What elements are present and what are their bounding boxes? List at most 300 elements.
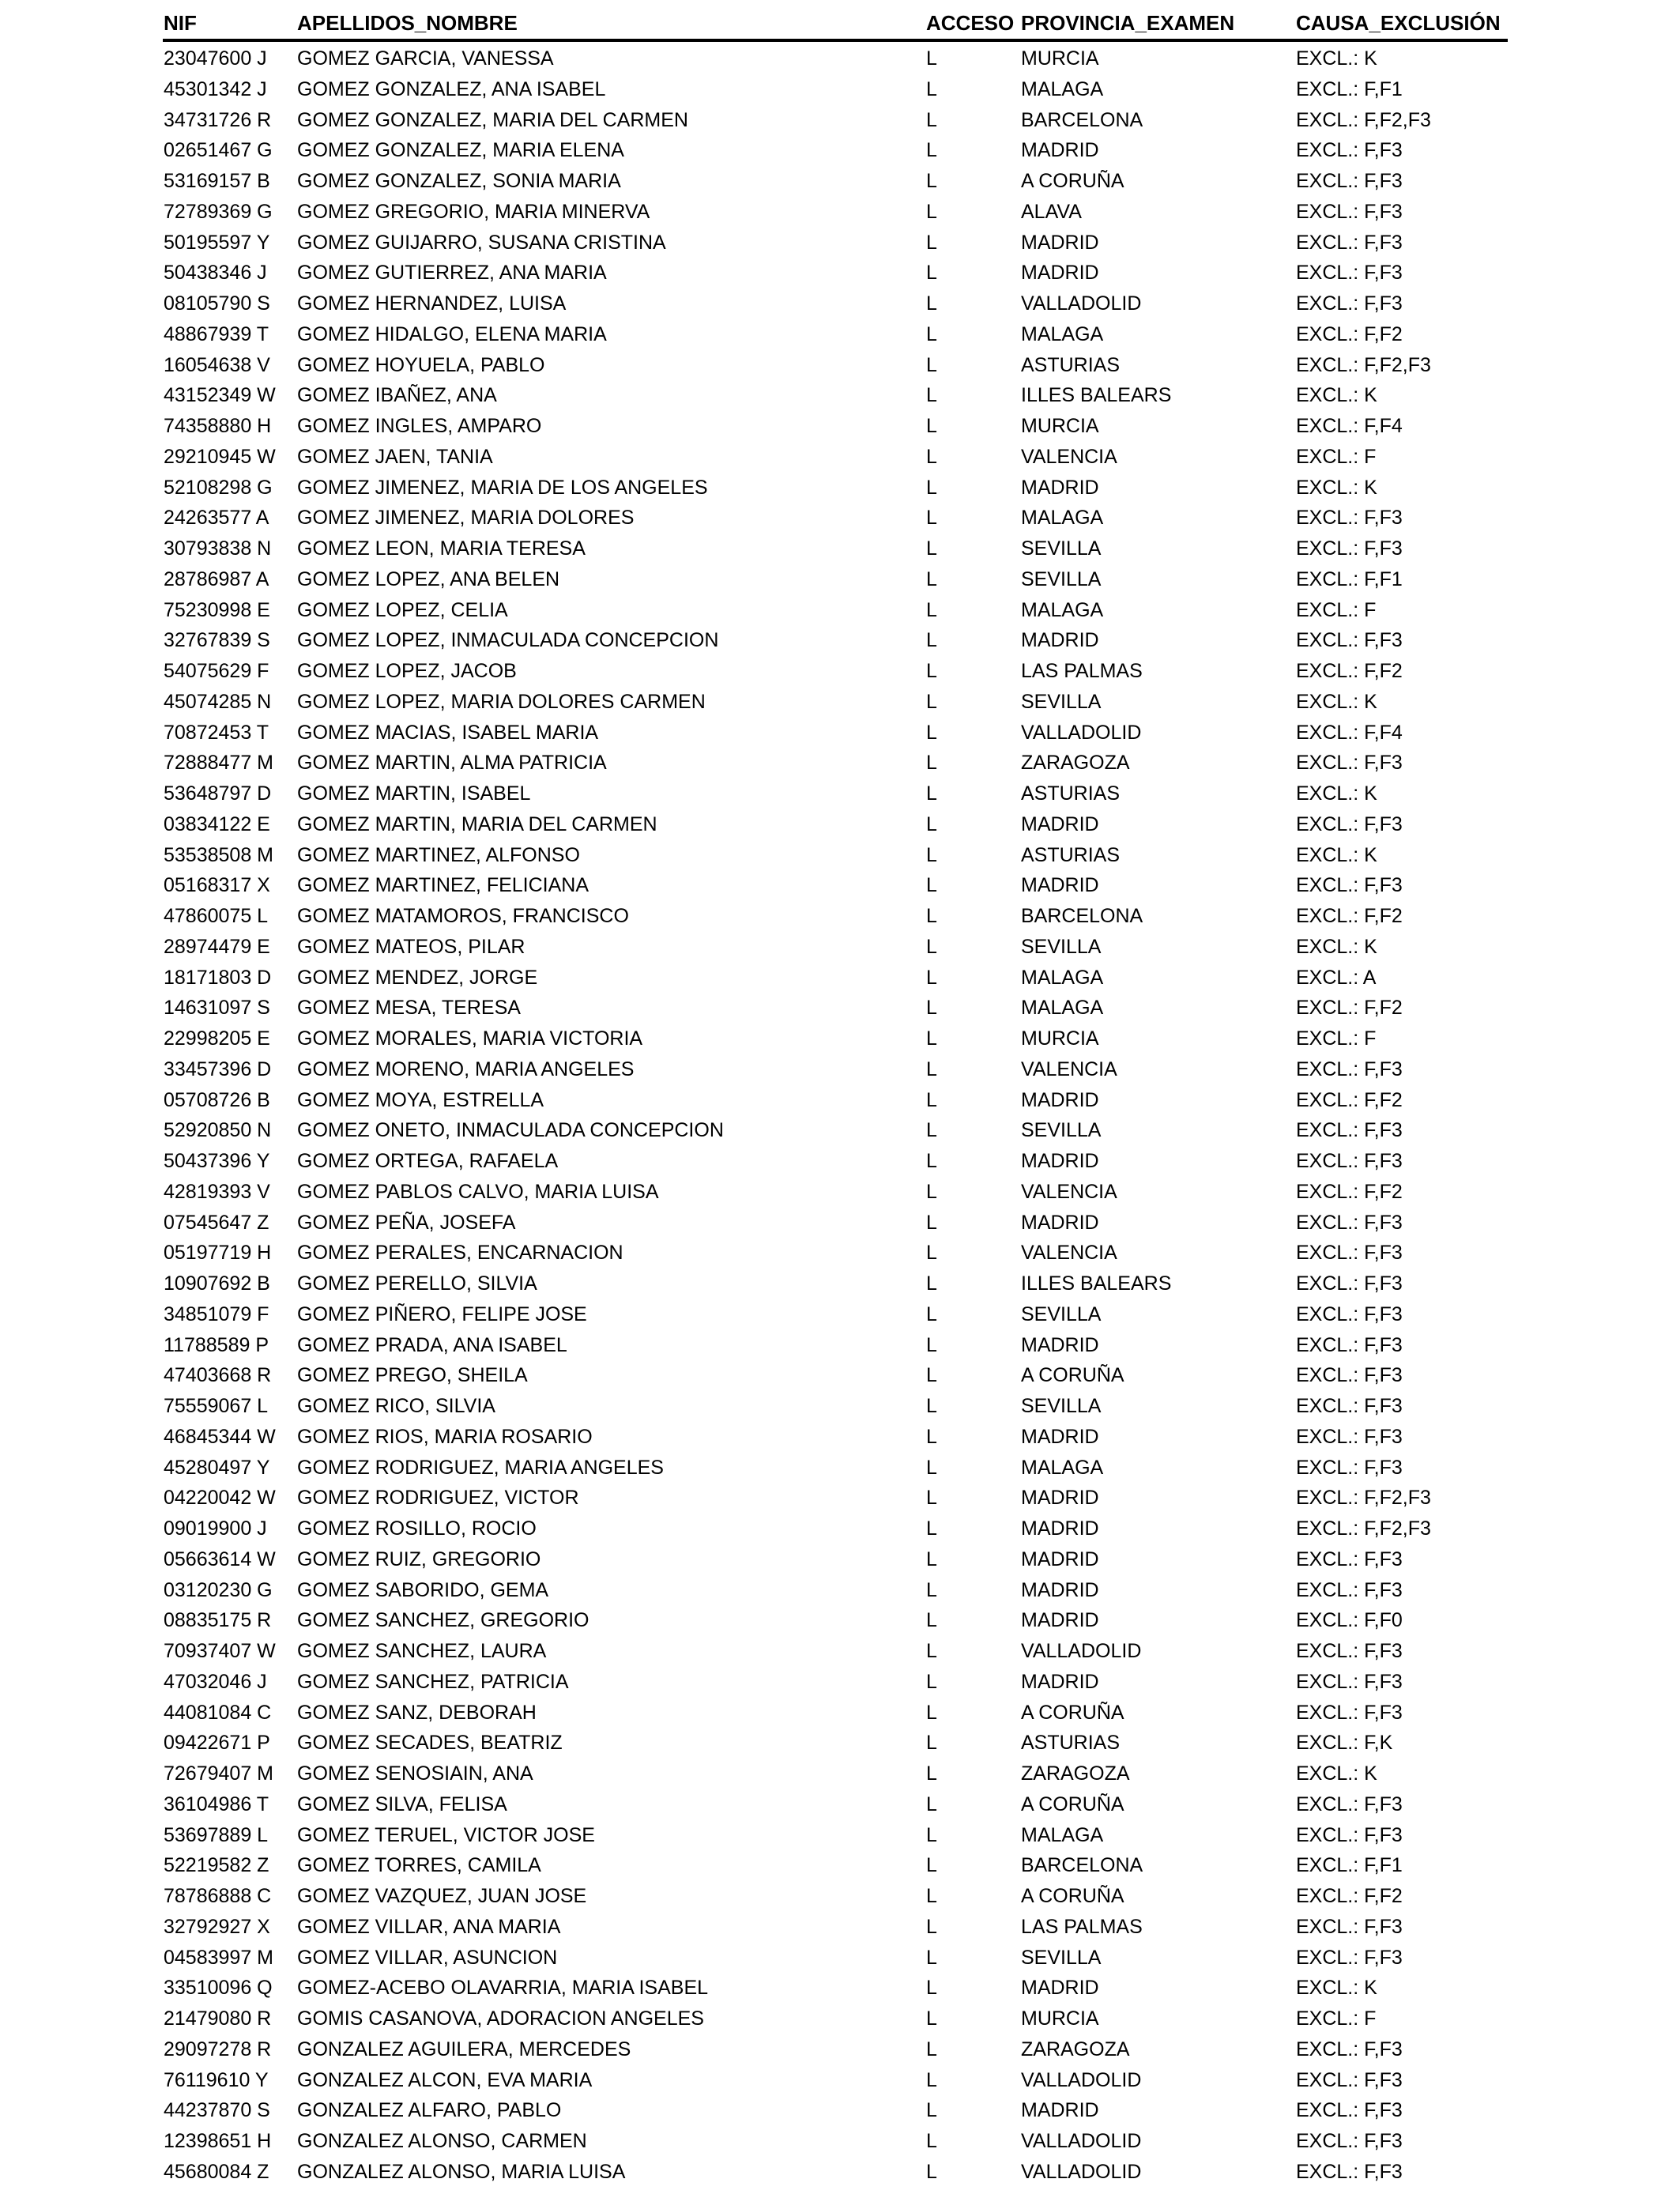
table-row [0, 288, 1680, 319]
cell-acceso: L [926, 935, 937, 958]
cell-nif: 53169157 B [164, 170, 270, 192]
table-row [0, 1912, 1680, 1943]
cell-causa-exclusion: EXCL.: K [1296, 1977, 1377, 2000]
cell-apellidos-nombre: GOMEZ JIMENEZ, MARIA DOLORES [297, 507, 635, 530]
cell-provincia-examen: MALAGA [1021, 598, 1104, 621]
cell-nif: 08105790 S [164, 292, 270, 315]
cell-acceso: L [926, 629, 937, 652]
cell-provincia-examen: A CORUÑA [1021, 1885, 1124, 1907]
cell-apellidos-nombre: GOMEZ PREGO, SHEILA [297, 1364, 528, 1387]
cell-nif: 23047600 J [164, 47, 267, 70]
cell-causa-exclusion: EXCL.: F,F0 [1296, 1609, 1403, 1632]
cell-nif: 75559067 L [164, 1395, 269, 1417]
cell-provincia-examen: MALAGA [1021, 77, 1104, 100]
cell-acceso: L [926, 2038, 937, 2060]
cell-nif: 18171803 D [164, 966, 272, 989]
cell-causa-exclusion: EXCL.: F,F3 [1296, 1823, 1403, 1846]
cell-provincia-examen: ASTURIAS [1021, 843, 1121, 866]
cell-causa-exclusion: EXCL.: F,F3 [1296, 1302, 1403, 1325]
cell-apellidos-nombre: GOMEZ GONZALEZ, MARIA ELENA [297, 139, 624, 162]
cell-provincia-examen: ZARAGOZA [1021, 1762, 1130, 1785]
table-row [0, 963, 1680, 993]
cell-provincia-examen: ASTURIAS [1021, 782, 1121, 805]
cell-provincia-examen: MURCIA [1021, 1027, 1099, 1050]
table-row [0, 74, 1680, 105]
cell-apellidos-nombre: GOMEZ MOYA, ESTRELLA [297, 1088, 544, 1111]
cell-nif: 72679407 M [164, 1762, 274, 1785]
cell-provincia-examen: SEVILLA [1021, 567, 1102, 590]
cell-apellidos-nombre: GONZALEZ ALONSO, CARMEN [297, 2130, 587, 2152]
cell-nif: 11788589 P [164, 1333, 269, 1356]
cell-causa-exclusion: EXCL.: K [1296, 1762, 1377, 1785]
cell-causa-exclusion: EXCL.: F,F3 [1296, 1670, 1403, 1693]
cell-acceso: L [926, 1425, 937, 1448]
cell-nif: 72789369 G [164, 200, 273, 223]
cell-causa-exclusion: EXCL.: F,F3 [1296, 292, 1403, 315]
cell-apellidos-nombre: GOMEZ INGLES, AMPARO [297, 415, 542, 437]
cell-apellidos-nombre: GOMIS CASANOVA, ADORACION ANGELES [297, 2007, 704, 2030]
table-row [0, 1483, 1680, 1514]
table-row [0, 1208, 1680, 1238]
cell-causa-exclusion: EXCL.: F,F3 [1296, 2038, 1403, 2060]
table-row [0, 135, 1680, 166]
cell-causa-exclusion: EXCL.: F [1296, 598, 1377, 621]
cell-causa-exclusion: EXCL.: F [1296, 1027, 1377, 1050]
cell-provincia-examen: MADRID [1021, 1425, 1099, 1448]
cell-apellidos-nombre: GONZALEZ ALFARO, PABLO [297, 2099, 562, 2122]
cell-nif: 53538508 M [164, 843, 274, 866]
cell-acceso: L [926, 1732, 937, 1755]
cell-acceso: L [926, 721, 937, 744]
table-row [0, 1575, 1680, 1606]
cell-nif: 48867939 T [164, 322, 269, 345]
table-row [0, 1881, 1680, 1912]
cell-acceso: L [926, 1517, 937, 1540]
cell-provincia-examen: ZARAGOZA [1021, 752, 1130, 775]
cell-apellidos-nombre: GOMEZ SANZ, DEBORAH [297, 1701, 537, 1724]
cell-causa-exclusion: EXCL.: F,F3 [1296, 139, 1403, 162]
cell-acceso: L [926, 139, 937, 162]
cell-acceso: L [926, 2099, 937, 2122]
cell-causa-exclusion: EXCL.: K [1296, 476, 1377, 499]
cell-provincia-examen: A CORUÑA [1021, 1701, 1124, 1724]
table-row [0, 778, 1680, 809]
table-row [0, 319, 1680, 350]
cell-acceso: L [926, 1119, 937, 1142]
cell-provincia-examen: MADRID [1021, 1547, 1099, 1570]
cell-apellidos-nombre: GOMEZ LOPEZ, CELIA [297, 598, 508, 621]
cell-causa-exclusion: EXCL.: F,F2 [1296, 1885, 1403, 1907]
cell-acceso: L [926, 1487, 937, 1510]
cell-apellidos-nombre: GOMEZ PIÑERO, FELIPE JOSE [297, 1302, 587, 1325]
cell-nif: 47860075 L [164, 905, 269, 927]
table-row [0, 105, 1680, 136]
table-row [0, 473, 1680, 503]
cell-nif: 70937407 W [164, 1640, 276, 1662]
cell-causa-exclusion: EXCL.: F,F3 [1296, 170, 1403, 192]
cell-nif: 12398651 H [164, 2130, 272, 2152]
cell-acceso: L [926, 1547, 937, 1570]
cell-apellidos-nombre: GOMEZ MORENO, MARIA ANGELES [297, 1057, 635, 1080]
cell-nif: 32767839 S [164, 629, 270, 652]
cell-apellidos-nombre: GOMEZ MESA, TERESA [297, 997, 521, 1020]
table-row [0, 1146, 1680, 1177]
cell-acceso: L [926, 966, 937, 989]
cell-apellidos-nombre: GOMEZ HIDALGO, ELENA MARIA [297, 322, 607, 345]
cell-provincia-examen: MADRID [1021, 1609, 1099, 1632]
cell-nif: 42819393 V [164, 1180, 270, 1203]
cell-nif: 10907692 B [164, 1272, 270, 1295]
cell-acceso: L [926, 507, 937, 530]
cell-nif: 05168317 X [164, 874, 270, 897]
cell-apellidos-nombre: GOMEZ VILLAR, ASUNCION [297, 1946, 558, 1969]
cell-apellidos-nombre: GOMEZ LOPEZ, MARIA DOLORES CARMEN [297, 690, 706, 713]
cell-provincia-examen: MALAGA [1021, 507, 1104, 530]
cell-nif: 30793838 N [164, 537, 272, 560]
cell-provincia-examen: MURCIA [1021, 2007, 1099, 2030]
cell-apellidos-nombre: GOMEZ RUIZ, GREGORIO [297, 1547, 541, 1570]
table-row [0, 564, 1680, 595]
cell-nif: 14631097 S [164, 997, 270, 1020]
cell-causa-exclusion: EXCL.: F,F3 [1296, 1211, 1403, 1234]
cell-causa-exclusion: EXCL.: F,F3 [1296, 2130, 1403, 2152]
cell-provincia-examen: SEVILLA [1021, 1946, 1102, 1969]
cell-acceso: L [926, 874, 937, 897]
cell-nif: 50437396 Y [164, 1150, 270, 1172]
cell-apellidos-nombre: GOMEZ GARCIA, VANESSA [297, 47, 554, 70]
cell-acceso: L [926, 415, 937, 437]
cell-causa-exclusion: EXCL.: F,F3 [1296, 507, 1403, 530]
cell-causa-exclusion: EXCL.: F,F3 [1296, 1640, 1403, 1662]
cell-nif: 70872453 T [164, 721, 269, 744]
cell-apellidos-nombre: GOMEZ MARTIN, ISABEL [297, 782, 531, 805]
table-row [0, 1238, 1680, 1269]
cell-nif: 09422671 P [164, 1732, 270, 1755]
header-acceso: ACCESO [926, 11, 1015, 35]
table-row [0, 1360, 1680, 1391]
cell-acceso: L [926, 997, 937, 1020]
cell-acceso: L [926, 231, 937, 254]
cell-nif: 52108298 G [164, 476, 273, 499]
cell-apellidos-nombre: GOMEZ GONZALEZ, MARIA DEL CARMEN [297, 108, 688, 131]
cell-provincia-examen: MADRID [1021, 1211, 1099, 1234]
cell-provincia-examen: SEVILLA [1021, 690, 1102, 713]
table-row [0, 1943, 1680, 1973]
table-row [0, 2004, 1680, 2034]
cell-causa-exclusion: EXCL.: F,F3 [1296, 2160, 1403, 2183]
cell-acceso: L [926, 660, 937, 682]
cell-causa-exclusion: EXCL.: F,F2 [1296, 322, 1403, 345]
cell-nif: 02651467 G [164, 139, 273, 162]
cell-causa-exclusion: EXCL.: F,F3 [1296, 1578, 1403, 1601]
cell-provincia-examen: MADRID [1021, 1670, 1099, 1693]
cell-acceso: L [926, 1609, 937, 1632]
table-row [0, 1544, 1680, 1575]
cell-causa-exclusion: EXCL.: F,F2,F3 [1296, 1487, 1431, 1510]
cell-causa-exclusion: EXCL.: F,F3 [1296, 1242, 1403, 1265]
cell-provincia-examen: MADRID [1021, 1150, 1099, 1172]
cell-nif: 05708726 B [164, 1088, 270, 1111]
cell-nif: 45301342 J [164, 77, 267, 100]
cell-provincia-examen: ASTURIAS [1021, 353, 1121, 376]
cell-apellidos-nombre: GOMEZ MATEOS, PILAR [297, 935, 525, 958]
cell-nif: 08835175 R [164, 1609, 272, 1632]
cell-causa-exclusion: EXCL.: F,F3 [1296, 1119, 1403, 1142]
cell-apellidos-nombre: GOMEZ JAEN, TANIA [297, 445, 493, 468]
cell-apellidos-nombre: GOMEZ VILLAR, ANA MARIA [297, 1915, 561, 1938]
cell-apellidos-nombre: GOMEZ RODRIGUEZ, MARIA ANGELES [297, 1456, 664, 1479]
cell-nif: 45074285 N [164, 690, 272, 713]
table-row [0, 1299, 1680, 1330]
cell-provincia-examen: ILLES BALEARS [1021, 1272, 1172, 1295]
cell-apellidos-nombre: GOMEZ LOPEZ, JACOB [297, 660, 517, 682]
cell-nif: 29097278 R [164, 2038, 272, 2060]
cell-provincia-examen: SEVILLA [1021, 935, 1102, 958]
cell-causa-exclusion: EXCL.: F,F3 [1296, 1547, 1403, 1570]
cell-apellidos-nombre: GOMEZ SILVA, FELISA [297, 1793, 507, 1815]
cell-provincia-examen: A CORUÑA [1021, 170, 1124, 192]
cell-causa-exclusion: EXCL.: F,F3 [1296, 200, 1403, 223]
cell-apellidos-nombre: GOMEZ IBAÑEZ, ANA [297, 384, 497, 407]
cell-nif: 75230998 E [164, 598, 270, 621]
table-row [0, 1973, 1680, 2004]
cell-apellidos-nombre: GOMEZ HERNANDEZ, LUISA [297, 292, 567, 315]
cell-acceso: L [926, 1915, 937, 1938]
cell-acceso: L [926, 1057, 937, 1080]
cell-apellidos-nombre: GOMEZ GUTIERREZ, ANA MARIA [297, 262, 607, 285]
cell-nif: 04220042 W [164, 1487, 276, 1510]
cell-apellidos-nombre: GOMEZ LOPEZ, INMACULADA CONCEPCION [297, 629, 719, 652]
table-row [0, 993, 1680, 1023]
cell-acceso: L [926, 1793, 937, 1815]
cell-nif: 44081084 C [164, 1701, 272, 1724]
cell-provincia-examen: SEVILLA [1021, 1119, 1102, 1142]
cell-nif: 54075629 F [164, 660, 269, 682]
table-row [0, 2095, 1680, 2126]
cell-causa-exclusion: EXCL.: F [1296, 445, 1377, 468]
cell-provincia-examen: BARCELONA [1021, 905, 1143, 927]
cell-apellidos-nombre: GOMEZ PABLOS CALVO, MARIA LUISA [297, 1180, 659, 1203]
cell-nif: 21479080 R [164, 2007, 272, 2030]
cell-acceso: L [926, 1854, 937, 1877]
cell-provincia-examen: BARCELONA [1021, 108, 1143, 131]
cell-acceso: L [926, 200, 937, 223]
cell-apellidos-nombre: GOMEZ MATAMOROS, FRANCISCO [297, 905, 629, 927]
cell-causa-exclusion: EXCL.: F,F3 [1296, 2099, 1403, 2122]
cell-acceso: L [926, 2160, 937, 2183]
cell-provincia-examen: MADRID [1021, 1487, 1099, 1510]
cell-nif: 52219582 Z [164, 1854, 269, 1877]
cell-apellidos-nombre: GOMEZ GONZALEZ, ANA ISABEL [297, 77, 606, 100]
cell-provincia-examen: LAS PALMAS [1021, 660, 1143, 682]
cell-causa-exclusion: EXCL.: F,F3 [1296, 752, 1403, 775]
cell-apellidos-nombre: GOMEZ MARTIN, MARIA DEL CARMEN [297, 812, 657, 835]
table-row [0, 1667, 1680, 1698]
cell-nif: 04583997 M [164, 1946, 274, 1969]
table-row [0, 1391, 1680, 1422]
cell-causa-exclusion: EXCL.: F,F2,F3 [1296, 353, 1431, 376]
table-row [0, 748, 1680, 778]
cell-causa-exclusion: EXCL.: F,F4 [1296, 415, 1403, 437]
table-row [0, 1605, 1680, 1636]
cell-causa-exclusion: EXCL.: K [1296, 47, 1377, 70]
cell-apellidos-nombre: GOMEZ SANCHEZ, PATRICIA [297, 1670, 569, 1693]
cell-causa-exclusion: EXCL.: F,F3 [1296, 1150, 1403, 1172]
cell-apellidos-nombre: GOMEZ GONZALEZ, SONIA MARIA [297, 170, 621, 192]
cell-causa-exclusion: EXCL.: K [1296, 843, 1377, 866]
cell-provincia-examen: MURCIA [1021, 415, 1099, 437]
table-row [0, 442, 1680, 473]
cell-provincia-examen: VALLADOLID [1021, 2160, 1142, 2183]
table-row [0, 197, 1680, 228]
cell-nif: 78786888 C [164, 1885, 272, 1907]
cell-acceso: L [926, 567, 937, 590]
table-row [0, 411, 1680, 442]
cell-provincia-examen: MADRID [1021, 812, 1099, 835]
cell-causa-exclusion: EXCL.: F,F2 [1296, 905, 1403, 927]
table-row [0, 1115, 1680, 1146]
cell-nif: 33457396 D [164, 1057, 272, 1080]
cell-provincia-examen: VALLADOLID [1021, 292, 1142, 315]
cell-nif: 28974479 E [164, 935, 270, 958]
cell-acceso: L [926, 1456, 937, 1479]
table-row [0, 350, 1680, 381]
cell-causa-exclusion: EXCL.: F,F3 [1296, 1793, 1403, 1815]
table-row [0, 1728, 1680, 1759]
cell-nif: 53648797 D [164, 782, 272, 805]
cell-provincia-examen: MALAGA [1021, 1456, 1104, 1479]
cell-causa-exclusion: EXCL.: F,F2,F3 [1296, 1517, 1431, 1540]
cell-nif: 28786987 A [164, 567, 269, 590]
cell-causa-exclusion: EXCL.: F,F2,F3 [1296, 108, 1431, 131]
cell-apellidos-nombre: GOMEZ LOPEZ, ANA BELEN [297, 567, 560, 590]
cell-provincia-examen: ASTURIAS [1021, 1732, 1121, 1755]
cell-provincia-examen: SEVILLA [1021, 537, 1102, 560]
cell-causa-exclusion: EXCL.: K [1296, 782, 1377, 805]
cell-nif: 09019900 J [164, 1517, 267, 1540]
cell-acceso: L [926, 1333, 937, 1356]
cell-provincia-examen: MADRID [1021, 1977, 1099, 2000]
cell-provincia-examen: MADRID [1021, 139, 1099, 162]
cell-provincia-examen: MADRID [1021, 1517, 1099, 1540]
cell-apellidos-nombre: GOMEZ SANCHEZ, LAURA [297, 1640, 547, 1662]
cell-acceso: L [926, 1027, 937, 1050]
cell-provincia-examen: A CORUÑA [1021, 1364, 1124, 1387]
cell-apellidos-nombre: GOMEZ RIOS, MARIA ROSARIO [297, 1425, 593, 1448]
cell-causa-exclusion: EXCL.: F,F3 [1296, 1425, 1403, 1448]
cell-nif: 05197719 H [164, 1242, 272, 1265]
cell-provincia-examen: VALENCIA [1021, 1242, 1117, 1265]
cell-causa-exclusion: EXCL.: F,K [1296, 1732, 1393, 1755]
cell-apellidos-nombre: GOMEZ MACIAS, ISABEL MARIA [297, 721, 599, 744]
cell-provincia-examen: MALAGA [1021, 966, 1104, 989]
cell-acceso: L [926, 445, 937, 468]
cell-provincia-examen: SEVILLA [1021, 1395, 1102, 1417]
cell-provincia-examen: A CORUÑA [1021, 1793, 1124, 1815]
cell-nif: 43152349 W [164, 384, 276, 407]
cell-acceso: L [926, 1180, 937, 1203]
cell-acceso: L [926, 476, 937, 499]
cell-acceso: L [926, 322, 937, 345]
cell-causa-exclusion: EXCL.: F,F3 [1296, 1395, 1403, 1417]
cell-acceso: L [926, 1701, 937, 1724]
cell-acceso: L [926, 690, 937, 713]
table-row [0, 809, 1680, 840]
cell-acceso: L [926, 1670, 937, 1693]
table-row [0, 1177, 1680, 1208]
table-row [0, 2065, 1680, 2096]
cell-causa-exclusion: EXCL.: F,F1 [1296, 567, 1403, 590]
table-row [0, 1330, 1680, 1361]
cell-apellidos-nombre: GOMEZ GREGORIO, MARIA MINERVA [297, 200, 650, 223]
cell-apellidos-nombre: GOMEZ ONETO, INMACULADA CONCEPCION [297, 1119, 724, 1142]
cell-acceso: L [926, 1946, 937, 1969]
cell-causa-exclusion: EXCL.: F,F3 [1296, 629, 1403, 652]
cell-causa-exclusion: EXCL.: F,F3 [1296, 537, 1403, 560]
cell-acceso: L [926, 1885, 937, 1907]
cell-provincia-examen: MADRID [1021, 629, 1099, 652]
cell-provincia-examen: MALAGA [1021, 997, 1104, 1020]
cell-apellidos-nombre: GOMEZ TORRES, CAMILA [297, 1854, 541, 1877]
cell-nif: 76119610 Y [164, 2068, 269, 2091]
cell-acceso: L [926, 598, 937, 621]
cell-acceso: L [926, 537, 937, 560]
cell-provincia-examen: SEVILLA [1021, 1302, 1102, 1325]
cell-nif: 44237870 S [164, 2099, 270, 2122]
cell-causa-exclusion: EXCL.: F,F3 [1296, 1946, 1403, 1969]
cell-provincia-examen: LAS PALMAS [1021, 1915, 1143, 1938]
cell-provincia-examen: VALENCIA [1021, 1180, 1117, 1203]
cell-apellidos-nombre: GOMEZ SECADES, BEATRIZ [297, 1732, 563, 1755]
cell-apellidos-nombre: GONZALEZ ALONSO, MARIA LUISA [297, 2160, 626, 2183]
cell-provincia-examen: VALLADOLID [1021, 1640, 1142, 1662]
cell-provincia-examen: MADRID [1021, 262, 1099, 285]
table-row [0, 1850, 1680, 1881]
cell-nif: 29210945 W [164, 445, 276, 468]
cell-acceso: L [926, 1272, 937, 1295]
table-row [0, 1759, 1680, 1789]
cell-provincia-examen: BARCELONA [1021, 1854, 1143, 1877]
cell-acceso: L [926, 1640, 937, 1662]
cell-apellidos-nombre: GOMEZ-ACEBO OLAVARRIA, MARIA ISABEL [297, 1977, 709, 2000]
cell-nif: 22998205 E [164, 1027, 270, 1050]
cell-apellidos-nombre: GOMEZ MENDEZ, JORGE [297, 966, 538, 989]
table-row [0, 932, 1680, 963]
cell-acceso: L [926, 384, 937, 407]
cell-acceso: L [926, 262, 937, 285]
cell-provincia-examen: ZARAGOZA [1021, 2038, 1130, 2060]
header-apellidos-nombre: APELLIDOS_NOMBRE [297, 11, 518, 35]
table-row [0, 380, 1680, 411]
cell-causa-exclusion: EXCL.: F,F3 [1296, 2068, 1403, 2091]
table-row [0, 1514, 1680, 1544]
cell-nif: 07545647 Z [164, 1211, 269, 1234]
cell-nif: 47403668 R [164, 1364, 272, 1387]
table-row [0, 687, 1680, 718]
cell-causa-exclusion: EXCL.: F,F2 [1296, 1180, 1403, 1203]
cell-apellidos-nombre: GOMEZ HOYUELA, PABLO [297, 353, 545, 376]
cell-acceso: L [926, 170, 937, 192]
table-row [0, 718, 1680, 748]
table-row [0, 503, 1680, 533]
cell-provincia-examen: MADRID [1021, 1333, 1099, 1356]
table-row [0, 1269, 1680, 1299]
cell-causa-exclusion: EXCL.: F,F3 [1296, 1364, 1403, 1387]
table-row [0, 1636, 1680, 1667]
table-body [0, 43, 1680, 2188]
cell-acceso: L [926, 1302, 937, 1325]
table-row [0, 901, 1680, 932]
